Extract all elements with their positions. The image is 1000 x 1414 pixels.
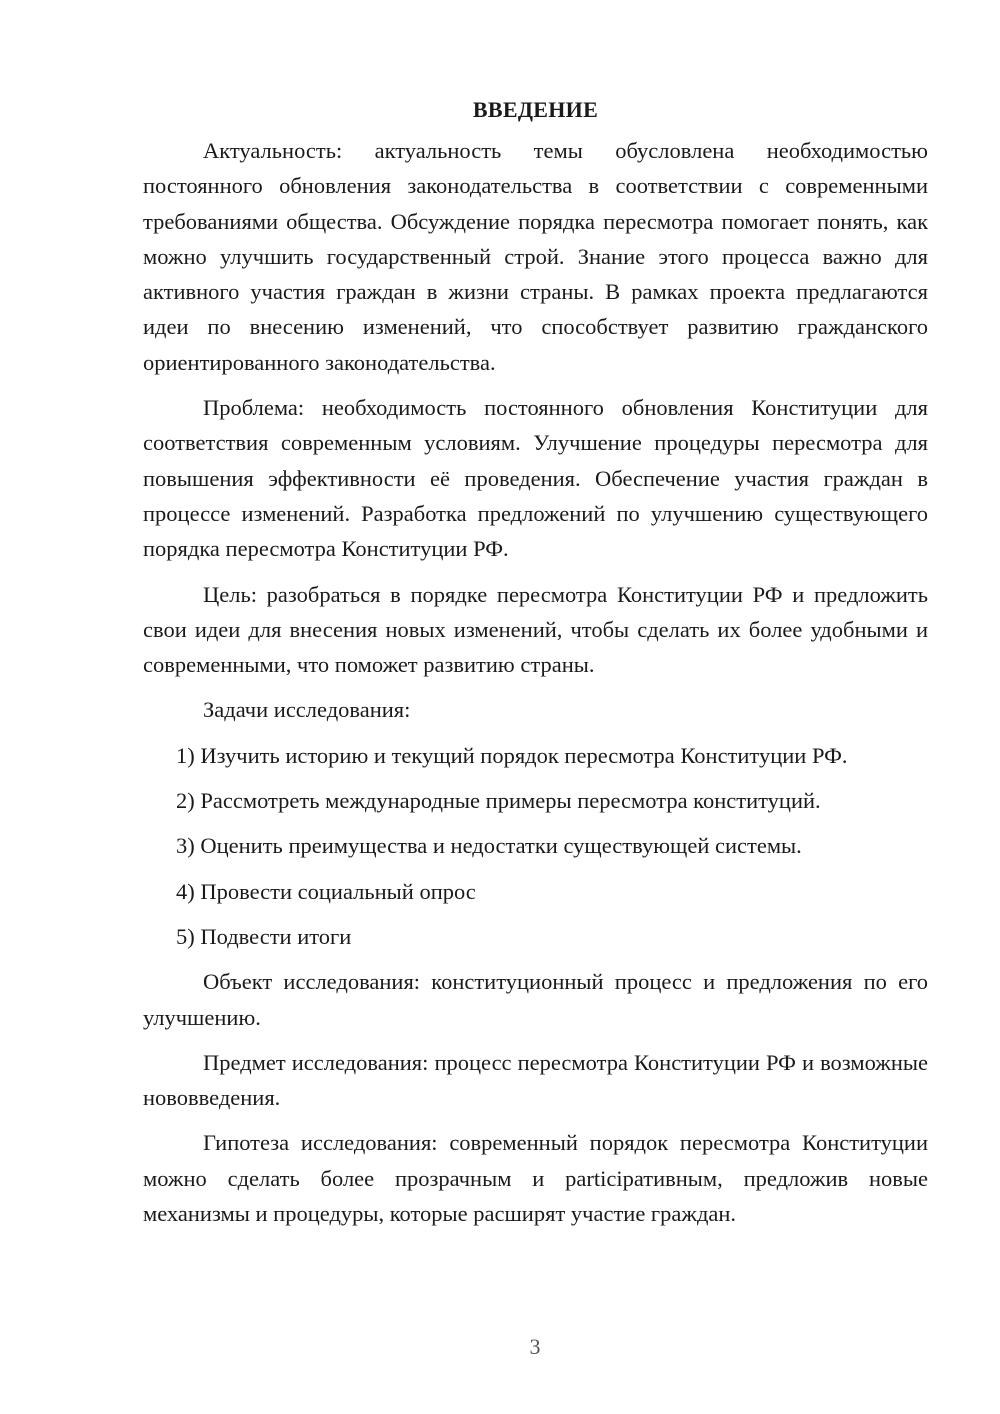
relevance-paragraph: Актуальность: актуальность темы обусловлена необходимостью постоянного обновления законодательства в соответствии с современными требованиями общества. Обсуждение порядка пересмотра помогает понять, как можно улучшить государственный строй. Знание этого процесса важно для активного участия граждан в жизни страны. В рамках проекта предлагаются идеи по внесению изменений, что способствует развитию гражданского ориентированного законодательства. [143, 138, 928, 375]
section-heading: ВВЕДЕНИЕ [472, 97, 599, 122]
task-item: 2) Рассмотреть международные примеры пересмотра конституций. [176, 788, 821, 814]
problem-paragraph: Проблема: необходимость постоянного обновления Конституции для соответствия современным условиям. Улучшение процедуры пересмотра для повышения эффективности её проведения. Обеспечение участия граждан в процессе изменений. Разработка предложений по улучшению существующего порядка пересмотра Конституции РФ. [143, 395, 928, 562]
hypothesis-paragraph: Гипотеза исследования: современный порядок пересмотра Конституции можно сделать более прозрачным и participативным, предложив новые механизмы и процедуры, которые расширят участие граждан. [143, 1130, 928, 1227]
task-item: 3) Оценить преимущества и недостатки существующей системы. [176, 833, 802, 859]
task-item: 5) Подвести итоги [176, 923, 352, 949]
object-paragraph: Объект исследования: конституционный процесс и предложения по его улучшению. [143, 969, 928, 1030]
tasks-title: Задачи исследования: [203, 697, 411, 723]
task-item: 1) Изучить историю и текущий порядок пересмотра Конституции РФ. [176, 742, 848, 768]
goal-paragraph: Цель: разобраться в порядке пересмотра Конституции РФ и предложить свои идеи для внесения новых изменений, чтобы сделать их более удобными и современными, что поможет развитию страны. [143, 581, 928, 678]
page-content [143, 92, 928, 1241]
tasks-list [143, 738, 928, 954]
task-item: 4) Провести социальный опрос [176, 878, 476, 904]
subject-paragraph: Предмет исследования: процесс пересмотра Конституции РФ и возможные нововведения. [143, 1049, 928, 1111]
page-number: 3 [529, 1334, 541, 1359]
